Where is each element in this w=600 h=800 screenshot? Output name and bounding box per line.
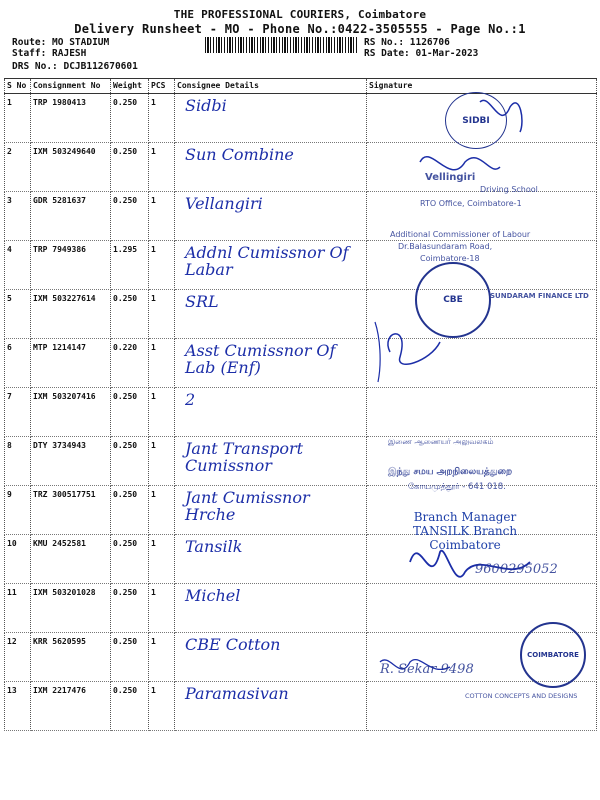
cell-consignment-no: KMU 2452581 (31, 535, 111, 584)
cell-pcs: 1 (149, 486, 175, 535)
company-title: THE PROFESSIONAL COURIERS, Coimbatore (173, 8, 427, 21)
cell-weight: 0.250 (111, 682, 149, 731)
cell-pcs: 1 (149, 633, 175, 682)
stamp-coimbatore: Coimbatore-18 (420, 254, 480, 263)
column-header: PCS (149, 79, 175, 94)
cell-sno: 1 (5, 94, 31, 143)
rs-number: RS No.: 1126706 (364, 37, 450, 48)
consignee-handwriting: Sidbi (185, 96, 227, 115)
cotton-concepts-seal (520, 622, 586, 688)
stamp-address: Dr.Balasundaram Road, (398, 242, 493, 251)
cell-sno: 2 (5, 143, 31, 192)
consignee-handwriting: SRL (185, 292, 219, 311)
cell-sno: 11 (5, 584, 31, 633)
cell-pcs: 1 (149, 437, 175, 486)
cell-weight: 0.250 (111, 584, 149, 633)
cell-sno: 7 (5, 388, 31, 437)
rs-date: RS Date: 01-Mar-2023 (364, 48, 479, 59)
cell-weight: 0.250 (111, 192, 149, 241)
cell-consignee (175, 143, 367, 192)
cell-pcs: 1 (149, 290, 175, 339)
seal-ring-text: SUNDARAM FINANCE LTD (490, 292, 589, 300)
cell-sno: 6 (5, 339, 31, 388)
cotton-seal-ring-text: COTTON CONCEPTS AND DESIGNS (465, 692, 578, 700)
phone-scribble: 9600295052 (475, 562, 558, 577)
cell-consignment-no: IXM 2217476 (31, 682, 111, 731)
cell-sno: 8 (5, 437, 31, 486)
stamp-addl-commissioner: Additional Commissioner of Labour (390, 230, 531, 239)
route-label: Route: MO STADIUM (12, 37, 110, 48)
barcode (205, 37, 357, 53)
cell-pcs: 1 (149, 535, 175, 584)
cell-weight: 0.220 (111, 339, 149, 388)
signature-column (370, 92, 600, 792)
cell-weight: 0.250 (111, 290, 149, 339)
cell-weight: 0.250 (111, 143, 149, 192)
cell-weight: 0.250 (111, 437, 149, 486)
cell-consignment-no: DTY 3734943 (31, 437, 111, 486)
consignee-handwriting: 2 (185, 390, 196, 409)
consignee-handwriting: Jant Cumissnor Hrche (185, 488, 310, 524)
cell-pcs: 1 (149, 241, 175, 290)
cell-pcs: 1 (149, 388, 175, 437)
cell-consignment-no: GDR 5281637 (31, 192, 111, 241)
cell-consignment-no: KRR 5620595 (31, 633, 111, 682)
cell-consignee (175, 388, 367, 437)
cell-consignee (175, 584, 367, 633)
cell-consignee (175, 94, 367, 143)
sundaram-finance-seal (415, 262, 491, 338)
cell-consignee (175, 241, 367, 290)
cell-weight: 0.250 (111, 388, 149, 437)
stamp-rto-office: RTO Office, Coimbatore-1 (420, 199, 522, 208)
column-header: Weight (111, 79, 149, 94)
cell-consignment-no: IXM 503201028 (31, 584, 111, 633)
cell-pcs: 1 (149, 192, 175, 241)
cell-consignment-no: TRZ 300517751 (31, 486, 111, 535)
staff-label: Staff: RAJESH (12, 48, 87, 59)
cell-consignment-no: IXM 503249640 (31, 143, 111, 192)
cell-weight: 0.250 (111, 486, 149, 535)
cell-consignee (175, 682, 367, 731)
consignee-handwriting: Michel (185, 586, 241, 605)
cell-sno: 9 (5, 486, 31, 535)
stamp-vellingiri: Vellingiri (425, 172, 476, 183)
seal-center-text: CBE (443, 295, 463, 305)
stamp-tamil-line-2: இந்து சமய அறநிலையத்துறை (388, 467, 513, 477)
cell-consignee (175, 192, 367, 241)
round-seal-1: SIDBI (445, 92, 507, 149)
cell-sno: 12 (5, 633, 31, 682)
cell-pcs: 1 (149, 584, 175, 633)
cell-weight: 0.250 (111, 535, 149, 584)
last-signature: R. Sekar 9498 (380, 662, 474, 677)
tansilk-city-label: Coimbatore (429, 538, 501, 552)
drs-number: DRS No.: DCJB112670601 (12, 61, 138, 72)
branch-manager-stamp (390, 510, 540, 552)
stamp-tamil-line-3: கோயமுத்தூர் - 641 018. (408, 482, 506, 492)
cell-consignee (175, 535, 367, 584)
runsheet-subtitle: Delivery Runsheet - MO - Phone No.:0422-3505555 - Page No.:1 (74, 22, 526, 36)
cell-pcs: 1 (149, 94, 175, 143)
cell-sno: 10 (5, 535, 31, 584)
stamp-tamil-line-1: இணை ஆணையர் அலுவலகம் (388, 437, 494, 446)
consignee-handwriting: Paramasivan (185, 684, 289, 703)
consignee-handwriting: Jant Transport Cumissnor (185, 439, 304, 475)
cell-consignee (175, 339, 367, 388)
branch-manager-label: Branch Manager (413, 510, 517, 524)
cell-consignee (175, 633, 367, 682)
cell-pcs: 1 (149, 682, 175, 731)
cell-weight: 0.250 (111, 94, 149, 143)
consignee-handwriting: Sun Combine (185, 145, 294, 164)
cell-consignment-no: TRP 7949386 (31, 241, 111, 290)
cell-pcs: 1 (149, 143, 175, 192)
cell-consignment-no: IXM 503227614 (31, 290, 111, 339)
cell-consignee (175, 486, 367, 535)
tansilk-branch-label: TANSILK Branch (412, 524, 518, 538)
cotton-seal-city: COIMBATORE (527, 651, 579, 659)
cell-consignment-no: MTP 1214147 (31, 339, 111, 388)
column-header: Signature (367, 79, 597, 94)
cell-sno: 13 (5, 682, 31, 731)
cell-sno: 4 (5, 241, 31, 290)
cell-sno: 3 (5, 192, 31, 241)
cell-consignment-no: TRP 1980413 (31, 94, 111, 143)
cell-consignee (175, 290, 367, 339)
column-header: S No (5, 79, 31, 94)
consignee-handwriting: Asst Cumissnor Of Lab (Enf) (185, 341, 336, 377)
column-header: Consignee Details (175, 79, 367, 94)
cell-weight: 1.295 (111, 241, 149, 290)
cell-pcs: 1 (149, 339, 175, 388)
consignee-handwriting: Vellangiri (185, 194, 263, 213)
consignee-handwriting: CBE Cotton (185, 635, 281, 654)
cell-consignment-no: IXM 503207416 (31, 388, 111, 437)
cell-sno: 5 (5, 290, 31, 339)
consignee-handwriting: Tansilk (185, 537, 243, 556)
consignee-handwriting: Addnl Cumissnor Of Labar (185, 243, 349, 279)
cell-weight: 0.250 (111, 633, 149, 682)
cell-consignee (175, 437, 367, 486)
stamp-driving-school: Driving School (480, 185, 538, 194)
column-header: Consignment No (31, 79, 111, 94)
